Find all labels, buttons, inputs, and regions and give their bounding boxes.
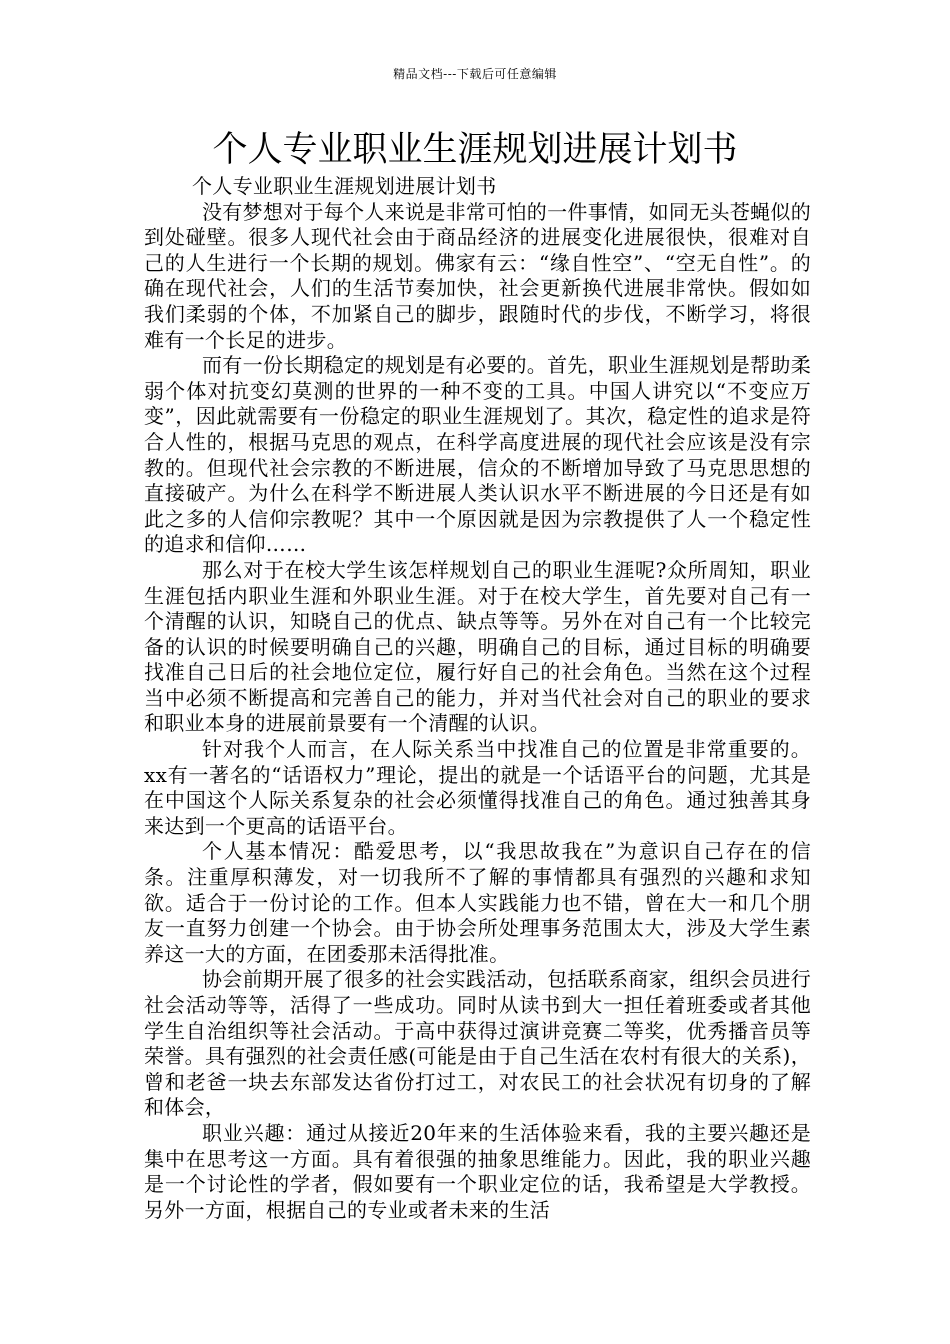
paragraph: 个人基本情况：酷爱思考，以“我思故我在”为意识自己存在的信条。注重厚积薄发，对一切我所不了解的事情都具有强烈的兴趣和求知欲。适合于一份讨论的工作。但本人实践能力也不错，曾在大一和几个朋友一直努力创建一个协会。由于协会所处理事务范围太大，涉及大学生素养这一大的方面，在团委那未活得批准。 (144, 839, 811, 966)
document-body (144, 174, 811, 1223)
document-title: 个人专业职业生涯规划进展计划书 (212, 130, 738, 170)
paragraph: 而有一份长期稳定的规划是有必要的。首先，职业生涯规划是帮助柔弱个体对抗变幻莫测的世界的一种不变的工具。中国人讲究以“不变应万变”，因此就需要有一份稳定的职业生涯规划了。其次，稳定性的追求是符合人性的，根据马克思的观点，在科学高度进展的现代社会应该是没有宗教的。但现代社会宗教的不断进展，信众的不断增加导致了马克思思想的直接破产。为什么在科学不断进展人类认识水平不断进展的今日还是有如此之多的人信仰宗教呢？其中一个原因就是因为宗教提供了人一个稳定性的追求和信仰…… (144, 353, 811, 557)
paragraph: 协会前期开展了很多的社会实践活动，包括联系商家，组织会员进行社会活动等等，活得了一些成功。同时从读书到大一担任着班委或者其他学生自治组织等社会活动。于高中获得过演讲竞赛二等奖，优秀播音员等荣誉。具有强烈的社会责任感(可能是由于自己生活在农村有很大的关系)，曾和老爸一块去东部发达省份打过工，对农民工的社会状况有切身的了解和体会， (144, 967, 811, 1120)
document-subtitle: 个人专业职业生涯规划进展计划书 (192, 174, 497, 198)
header-note: 精品文档---下载后可任意编辑 (393, 67, 557, 81)
paragraph: 那么对于在校大学生该怎样规划自己的职业生涯呢?众所周知，职业生涯包括内职业生涯和外职业生涯。对于在校大学生，首先要对自己有一个清醒的认识，知晓自己的优点、缺点等等。另外在对自己有一个比较完备的认识的时候要明确自己的兴趣，明确自己的目标，通过目标的明确要找准自己日后的社会地位定位，履行好自己的社会角色。当然在这个过程当中必须不断提高和完善自己的能力，并对当代社会对自己的职业的要求和职业本身的进展前景要有一个清醒的认识。 (144, 557, 811, 736)
paragraph: 没有梦想对于每个人来说是非常可怕的一件事情，如同无头苍蝇似的到处碰壁。很多人现代社会由于商品经济的进展变化进展很快，很难对自己的人生进行一个长期的规划。佛家有云：“缘自性空”、“空无自性”。的确在现代社会，人们的生活节奏加快，社会更新换代进展非常快。假如如我们柔弱的个体，不加紧自己的脚步，跟随时代的步伐，不断学习，将很难有一个长足的进步。 (144, 199, 811, 352)
paragraph: 针对我个人而言，在人际关系当中找准自己的位置是非常重要的。xx有一著名的“话语权力”理论，提出的就是一个话语平台的问题，尤其是在中国这个人际关系复杂的社会必须懂得找准自己的角色。通过独善其身来达到一个更高的话语平台。 (144, 737, 811, 838)
paragraph: 职业兴趣：通过从接近20年来的生活体验来看，我的主要兴趣还是集中在思考这一方面。具有着很强的抽象思维能力。因此，我的职业兴趣是一个讨论性的学者，假如要有一个职业定位的话，我希望是大学教授。另外一方面，根据自己的专业或者未来的生活 (144, 1120, 811, 1222)
